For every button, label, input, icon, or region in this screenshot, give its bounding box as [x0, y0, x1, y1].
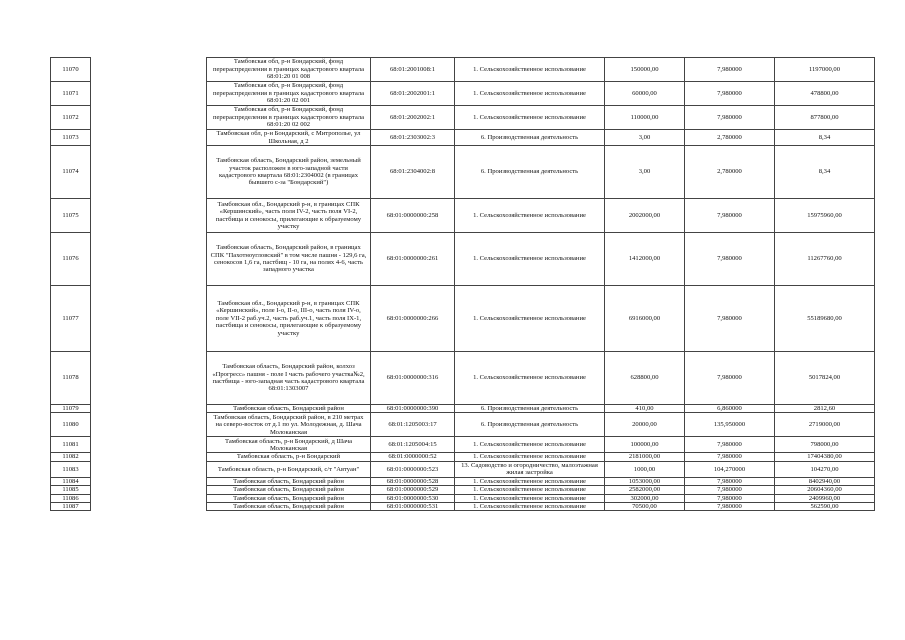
area-cell: 2582000,00 [605, 486, 685, 494]
table-row [51, 146, 875, 199]
blank-cell [91, 58, 207, 82]
address-cell: Тамбовская обл, р-н Бондарский, фонд перераспределения в границах кадастрового квартала 68:01:20 02 002 [207, 106, 371, 130]
table-row [51, 405, 875, 413]
area-cell: 2181000,00 [605, 453, 685, 461]
blank-cell [91, 82, 207, 106]
specific-value-cell: 6,860000 [685, 405, 775, 413]
table-row [51, 106, 875, 130]
specific-value-cell: 7,980000 [685, 199, 775, 233]
cadastral-number-cell: 68:01:2303002:3 [371, 130, 455, 146]
table-row [51, 82, 875, 106]
specific-value-cell: 7,980000 [685, 82, 775, 106]
address-cell: Тамбовская обл, р-н Бондарский, фонд перераспределения в границах кадастрового квартала 68:01:20 01 008 [207, 58, 371, 82]
row-number-cell: 11074 [51, 146, 91, 199]
area-cell: 60000,00 [605, 82, 685, 106]
row-number-cell: 11087 [51, 503, 91, 511]
cadastral-number-cell: 68:01:2304002:8 [371, 146, 455, 199]
cadastral-number-cell: 68:01:0000000:52 [371, 453, 455, 461]
area-cell: 110000,00 [605, 106, 685, 130]
cadastral-value-cell: 5017824,00 [775, 352, 875, 405]
blank-cell [91, 486, 207, 494]
blank-cell [91, 233, 207, 286]
table-row [51, 461, 875, 477]
cadastral-value-cell: 562590,00 [775, 503, 875, 511]
cadastral-value-cell: 8,34 [775, 146, 875, 199]
table-row [51, 503, 875, 511]
specific-value-cell: 7,980000 [685, 106, 775, 130]
cadastral-number-cell: 68:01:2002002:1 [371, 106, 455, 130]
specific-value-cell: 7,980000 [685, 352, 775, 405]
address-cell: Тамбовская область, Бондарский район [207, 477, 371, 485]
specific-value-cell: 7,980000 [685, 477, 775, 485]
cadastral-number-cell: 68:01:0000000:530 [371, 494, 455, 502]
blank-cell [91, 146, 207, 199]
blank-cell [91, 503, 207, 511]
blank-cell [91, 477, 207, 485]
row-number-cell: 11072 [51, 106, 91, 130]
land-use-cell: 1. Сельскохозяйственное использование [455, 106, 605, 130]
area-cell: 302000,00 [605, 494, 685, 502]
table-row [51, 286, 875, 352]
address-cell: Тамбовская обл., Бондарский р-н, в границах СПК «Кершинский», часть поля IV-2, часть поля VI-2, пастбища и сенокосы, прилегающие к образуемому участку [207, 199, 371, 233]
area-cell: 20000,00 [605, 413, 685, 437]
table-row [51, 453, 875, 461]
address-cell: Тамбовская обл., Бондарский р-н, в границах СПК «Кершинский», поле I-о, II-о, III-о, часть поля IV-о, поле VII-2 раб.уч.2, часть раб.уч.1, часть поля IX-1, пастбища и сенокосы, прилегающие к образуемому участку [207, 286, 371, 352]
cadastral-number-cell: 68:01:0000000:261 [371, 233, 455, 286]
blank-cell [91, 494, 207, 502]
specific-value-cell: 7,980000 [685, 494, 775, 502]
address-cell: Тамбовская область, Бондарский район [207, 486, 371, 494]
cadastral-number-cell: 68:01:1205004:15 [371, 437, 455, 453]
cadastral-value-cell: 104270,00 [775, 461, 875, 477]
blank-cell [91, 130, 207, 146]
cadastral-number-cell: 68:01:0000000:258 [371, 199, 455, 233]
land-use-cell: 1. Сельскохозяйственное использование [455, 494, 605, 502]
cadastral-value-cell: 8,34 [775, 130, 875, 146]
area-cell: 2002000,00 [605, 199, 685, 233]
address-cell: Тамбовская область, р-н Бондарский [207, 453, 371, 461]
table-row [51, 413, 875, 437]
specific-value-cell: 7,980000 [685, 437, 775, 453]
row-number-cell: 11070 [51, 58, 91, 82]
land-use-cell: 1. Сельскохозяйственное использование [455, 477, 605, 485]
blank-cell [91, 413, 207, 437]
specific-value-cell: 2,780000 [685, 130, 775, 146]
area-cell: 410,00 [605, 405, 685, 413]
specific-value-cell: 7,980000 [685, 286, 775, 352]
table-row [51, 233, 875, 286]
table-row [51, 352, 875, 405]
address-cell: Тамбовская область, Бондарский район, в границах СПК "Пахотноугловский" в том числе пашня - 129,6 га, сенокосов 1,6 га, пастбищ - 10 га, на полях 4-6, часть западного участка [207, 233, 371, 286]
address-cell: Тамбовская область, Бондарский район [207, 405, 371, 413]
cadastral-value-cell: 2719000,00 [775, 413, 875, 437]
cadastral-value-cell: 1197000,00 [775, 58, 875, 82]
area-cell: 70500,00 [605, 503, 685, 511]
address-cell: Тамбовская область, р-н Бондарский, с/т "Автуан" [207, 461, 371, 477]
table-row [51, 494, 875, 502]
land-valuation-table [50, 57, 875, 511]
specific-value-cell: 104,270000 [685, 461, 775, 477]
table-row [51, 477, 875, 485]
cadastral-value-cell: 877800,00 [775, 106, 875, 130]
row-number-cell: 11086 [51, 494, 91, 502]
address-cell: Тамбовская область, р-н Бондарский, д Шача Молоканская [207, 437, 371, 453]
cadastral-value-cell: 478800,00 [775, 82, 875, 106]
cadastral-value-cell: 2409960,00 [775, 494, 875, 502]
cadastral-value-cell: 2812,60 [775, 405, 875, 413]
cadastral-number-cell: 68:01:1205003:17 [371, 413, 455, 437]
blank-cell [91, 352, 207, 405]
cadastral-value-cell: 8402940,00 [775, 477, 875, 485]
land-use-cell: 6. Производственная деятельность [455, 130, 605, 146]
address-cell: Тамбовская обл, р-н Бондарский, с Митрополье, ул Школьная, д 2 [207, 130, 371, 146]
area-cell: 3,00 [605, 130, 685, 146]
cadastral-value-cell: 55189680,00 [775, 286, 875, 352]
cadastral-number-cell: 68:01:2002001:1 [371, 82, 455, 106]
land-use-cell: 1. Сельскохозяйственное использование [455, 352, 605, 405]
specific-value-cell: 135,950000 [685, 413, 775, 437]
land-use-cell: 1. Сельскохозяйственное использование [455, 503, 605, 511]
land-use-cell: 1. Сельскохозяйственное использование [455, 199, 605, 233]
blank-cell [91, 405, 207, 413]
row-number-cell: 11079 [51, 405, 91, 413]
table-row [51, 437, 875, 453]
cadastral-number-cell: 68:01:0000000:531 [371, 503, 455, 511]
row-number-cell: 11082 [51, 453, 91, 461]
cadastral-value-cell: 15975960,00 [775, 199, 875, 233]
land-use-cell: 1. Сельскохозяйственное использование [455, 82, 605, 106]
blank-cell [91, 286, 207, 352]
area-cell: 1053000,00 [605, 477, 685, 485]
land-use-cell: 6. Производственная деятельность [455, 146, 605, 199]
specific-value-cell: 7,980000 [685, 503, 775, 511]
row-number-cell: 11085 [51, 486, 91, 494]
cadastral-number-cell: 68:01:0000000:266 [371, 286, 455, 352]
cadastral-number-cell: 68:01:0000000:316 [371, 352, 455, 405]
row-number-cell: 11084 [51, 477, 91, 485]
cadastral-value-cell: 11267760,00 [775, 233, 875, 286]
address-cell: Тамбовская область, Бондарский район, в 210 метрах на северо-восток от д.1 по ул. Молодежная, д. Шача Молоканская [207, 413, 371, 437]
cadastral-value-cell: 17404380,00 [775, 453, 875, 461]
table-body [51, 58, 875, 511]
table-row [51, 58, 875, 82]
address-cell: Тамбовская обл, р-н Бондарский, фонд перераспределения в границах кадастрового квартала 68:01:20 02 001 [207, 82, 371, 106]
specific-value-cell: 7,980000 [685, 486, 775, 494]
cadastral-value-cell: 798000,00 [775, 437, 875, 453]
specific-value-cell: 2,780000 [685, 146, 775, 199]
area-cell: 1412000,00 [605, 233, 685, 286]
cadastral-number-cell: 68:01:0000000:529 [371, 486, 455, 494]
blank-cell [91, 437, 207, 453]
area-cell: 1000,00 [605, 461, 685, 477]
address-cell: Тамбовская область, Бондарский район, земельный участок расположен в юго-западной части кадастрового квартала 68:01:2304002 (в границах бывшего с-за "Бондарский") [207, 146, 371, 199]
land-use-cell: 6. Производственная деятельность [455, 413, 605, 437]
cadastral-number-cell: 68:01:0000000:523 [371, 461, 455, 477]
land-use-cell: 1. Сельскохозяйственное использование [455, 437, 605, 453]
row-number-cell: 11081 [51, 437, 91, 453]
land-use-cell: 1. Сельскохозяйственное использование [455, 286, 605, 352]
blank-cell [91, 106, 207, 130]
specific-value-cell: 7,980000 [685, 453, 775, 461]
land-use-cell: 1. Сельскохозяйственное использование [455, 453, 605, 461]
land-use-cell: 1. Сельскохозяйственное использование [455, 58, 605, 82]
land-use-cell: 1. Сельскохозяйственное использование [455, 233, 605, 286]
cadastral-number-cell: 68:01:2001008:1 [371, 58, 455, 82]
row-number-cell: 11075 [51, 199, 91, 233]
area-cell: 100000,00 [605, 437, 685, 453]
area-cell: 3,00 [605, 146, 685, 199]
row-number-cell: 11071 [51, 82, 91, 106]
area-cell: 6916000,00 [605, 286, 685, 352]
row-number-cell: 11078 [51, 352, 91, 405]
blank-cell [91, 199, 207, 233]
area-cell: 150000,00 [605, 58, 685, 82]
blank-cell [91, 453, 207, 461]
address-cell: Тамбовская область, Бондарский район [207, 503, 371, 511]
row-number-cell: 11080 [51, 413, 91, 437]
land-use-cell: 1. Сельскохозяйственное использование [455, 486, 605, 494]
row-number-cell: 11076 [51, 233, 91, 286]
land-use-cell: 13. Садоводство и огородничество, малоэтажная жилая застройка [455, 461, 605, 477]
address-cell: Тамбовская область, Бондарский район, колхоз «Прогресс» пашня - поле I часть рабочего участка№2, пастбища - юго-западная часть кадастрового квартала 68:01:1303007 [207, 352, 371, 405]
specific-value-cell: 7,980000 [685, 233, 775, 286]
cadastral-number-cell: 68:01:0000000:528 [371, 477, 455, 485]
row-number-cell: 11077 [51, 286, 91, 352]
specific-value-cell: 7,980000 [685, 58, 775, 82]
address-cell: Тамбовская область, Бондарский район [207, 494, 371, 502]
land-use-cell: 6. Производственная деятельность [455, 405, 605, 413]
row-number-cell: 11073 [51, 130, 91, 146]
table-row [51, 199, 875, 233]
area-cell: 628800,00 [605, 352, 685, 405]
table-row [51, 130, 875, 146]
row-number-cell: 11083 [51, 461, 91, 477]
table-row [51, 486, 875, 494]
cadastral-number-cell: 68:01:0000000:390 [371, 405, 455, 413]
cadastral-value-cell: 20604360,00 [775, 486, 875, 494]
blank-cell [91, 461, 207, 477]
